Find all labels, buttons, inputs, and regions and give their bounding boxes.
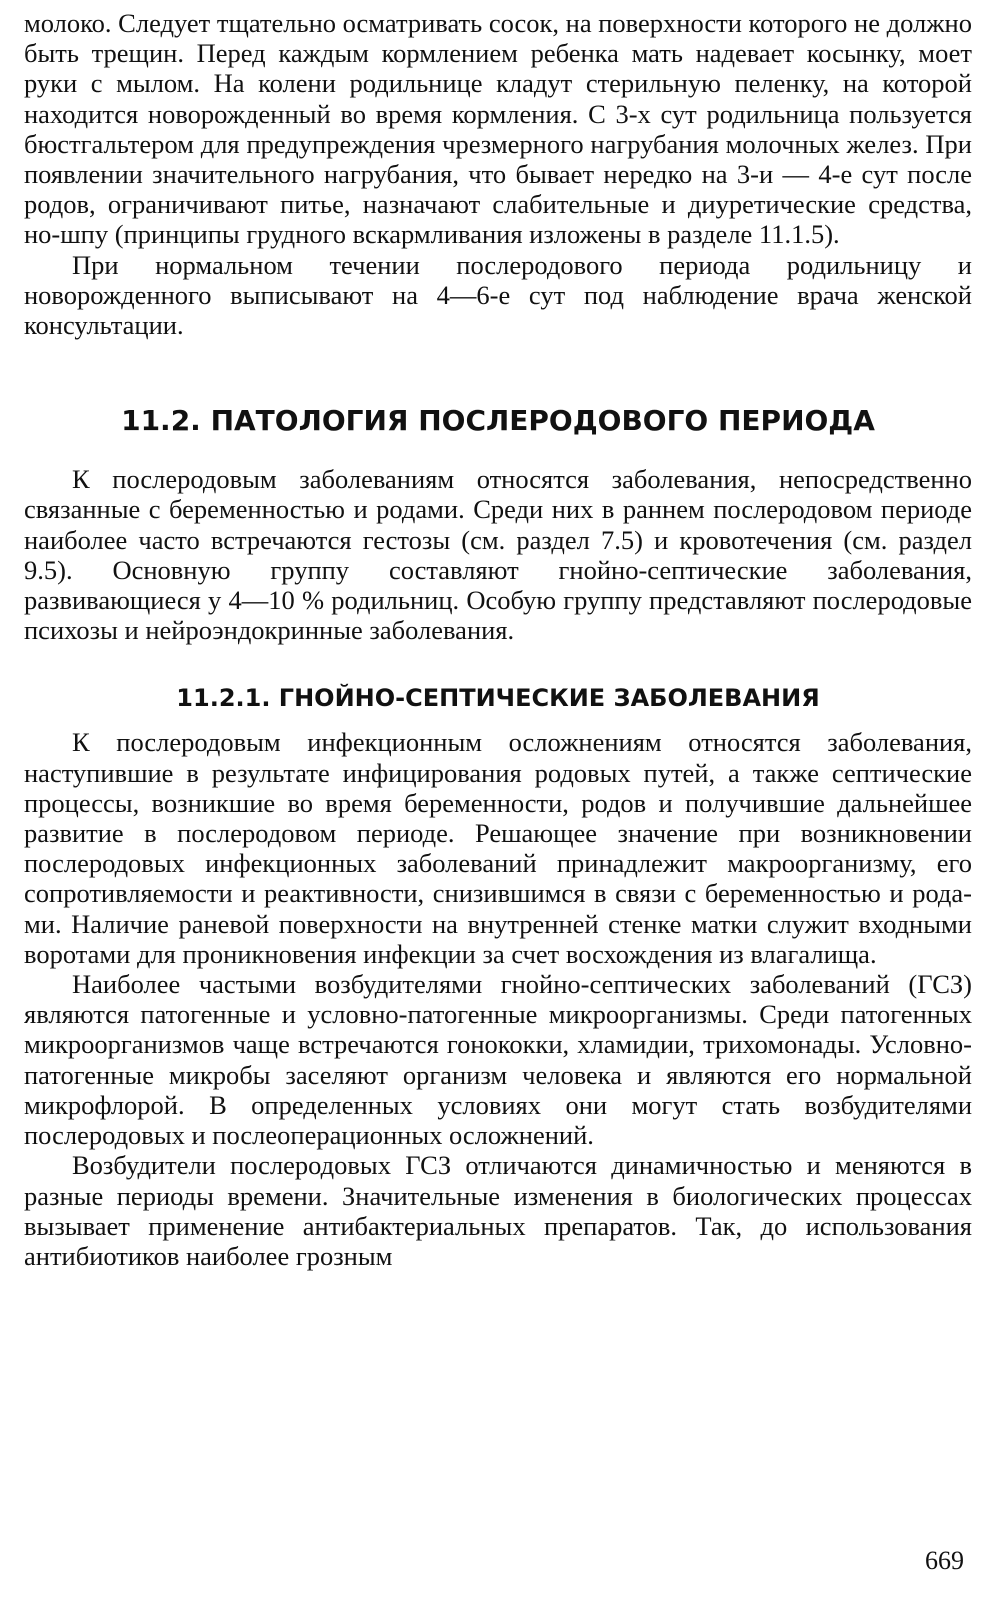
body-paragraph-discharge: При нормальном течении послеродового периода родильницу и новорожденного выписывают на 4—6-е сут под наблюдение врача женской консультации. bbox=[24, 249, 972, 341]
subsection-heading: 11.2.1. ГНОЙНО-СЕПТИЧЕСКИЕ ЗАБОЛЕВАНИЯ bbox=[176, 684, 820, 713]
subsection-paragraph-3: Возбудители послеродовых ГСЗ отличаются динамичностью и меняются в разные периоды времени. Значительные изменения в биологических процессах вызывает применение антибактериальных препаратов. Так, до использования антибиотиков наиболее грозным bbox=[24, 1150, 972, 1271]
body-paragraph-continuation: молоко. Следует тщательно осматривать сосок, на поверхности которого не должно быть трещин. Перед каждым кормлением ребенка мать надевает косынку, моет руки с мылом. На колени родильнице кладут стерильную пеленку, на которой находится новорожденный во время кормления. С 3-х сут родильница пользуется бюстгальтером для предупреждения чрезмерного нагрубания молочных желез. При появлении значительного нагрубания, что бывает нередко на 3-и — 4-е сут после родов, ограничивают питье, назначают слабительные и диуретические средства, но-шпу (принципы грудного вскармливания изложены в разделе 11.1.5). bbox=[24, 8, 972, 250]
subsection-paragraph-2: Наиболее частыми возбудителями гнойно-септических заболеваний (ГСЗ) являются патогенные и условно-патогенные микроорганизмы. Среди патогенных микроорганизмов чаще встречаются гонококки, хламидии, трихомонады. Условно-патогенные микробы заселяют организм человека и являются его нормальной микрофлорой. В определенных условиях они могут стать возбудителями послеродовых и послеоперационных осложнений. bbox=[24, 969, 972, 1151]
section-heading: 11.2. ПАТОЛОГИЯ ПОСЛЕРОДОВОГО ПЕРИОДА bbox=[121, 404, 875, 438]
book-page bbox=[24, 8, 972, 1271]
section-intro-paragraph: К послеродовым заболеваниям относятся заболевания, непосредственно связанные с беременностью и родами. Среди них в раннем послеродовом периоде наиболее часто встречаются гестозы (см. раздел 7.5) и кровотечения (см. раздел 9.5). Основную группу составляют гнойно-септические заболевания, развивающиеся у 4—10 % родильниц. Особую группу представляют послеродовые психозы и нейроэндокринные заболевания. bbox=[24, 464, 972, 646]
page-number: 669 bbox=[925, 1546, 964, 1575]
subsection-paragraph-1: К послеродовым инфекционным осложнениям относятся заболевания, наступившие в результате инфицирования родовых путей, а также септические процессы, возникшие во время беременности, родов и получившие дальнейшее развитие в послеродовом периоде. Решающее значение при возникновении послеродовых инфекционных заболеваний принадлежит макроорганизму, его сопротивляемости и реактивности, снизившимся в связи с беременностью и родами. Наличие раневой поверхности на внутренней стенке матки служит входными воротами для проникновения инфекции за счет восхождения из влагалища. bbox=[24, 727, 972, 969]
